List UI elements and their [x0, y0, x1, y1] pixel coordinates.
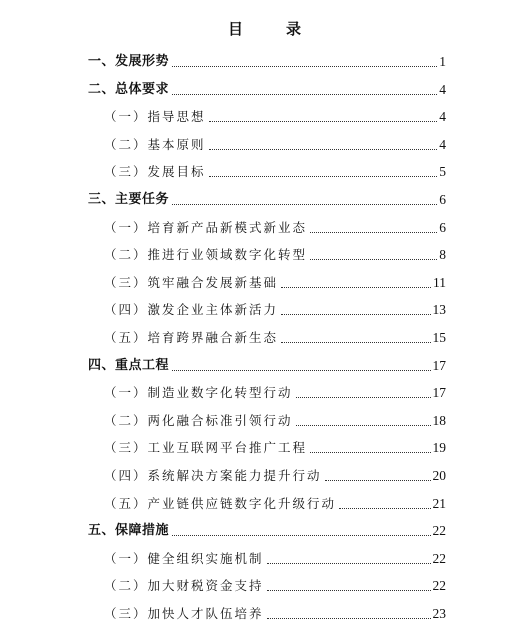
toc-entry-label: （三）发展目标	[104, 164, 206, 180]
toc-dot-leader	[325, 480, 431, 481]
toc-dot-leader	[172, 370, 430, 371]
toc-entry-label: 一、发展形势	[88, 54, 170, 69]
toc-section-entry[interactable]	[104, 464, 446, 484]
toc-page-number: 17	[432, 385, 446, 401]
toc-dot-leader	[281, 314, 430, 315]
toc-dot-leader	[209, 149, 438, 150]
toc-title: 目 录	[227, 20, 315, 38]
toc-section-entry[interactable]	[104, 105, 446, 125]
toc-entry-label: （一）指导思想	[104, 109, 206, 125]
toc-dot-leader	[310, 259, 437, 260]
toc-section-entry[interactable]	[104, 243, 446, 263]
toc-entry-label: 三、主要任务	[88, 192, 170, 207]
toc-entry-label: （二）加大财税资金支持	[104, 578, 264, 594]
toc-dot-leader	[209, 121, 438, 122]
toc-page-number: 13	[432, 302, 446, 318]
toc-entry-label: （四）系统解决方案能力提升行动	[104, 468, 322, 483]
toc-chapter-entry[interactable]	[88, 78, 446, 98]
toc-dot-leader	[296, 397, 431, 398]
toc-entry-label: （五）产业链供应链数字化升级行动	[104, 495, 337, 511]
toc-page-number: 6	[439, 192, 446, 207]
toc-page-number: 22	[432, 523, 446, 539]
toc-entry-label: 二、总体要求	[88, 81, 170, 97]
toc-chapter-entry[interactable]	[88, 188, 446, 208]
toc-page-number: 22	[432, 578, 446, 594]
toc-page-number: 15	[432, 330, 446, 345]
toc-page-number: 6	[439, 219, 446, 235]
toc-chapter-entry[interactable]	[88, 519, 446, 539]
toc-chapter-entry[interactable]	[88, 354, 446, 374]
toc-page-number: 5	[439, 164, 446, 180]
toc-entry-label: （二）推进行业领域数字化转型	[104, 247, 308, 263]
toc-page-number: 17	[432, 357, 446, 373]
toc-page-number: 22	[432, 550, 446, 566]
toc-dot-leader	[172, 204, 437, 205]
toc-entry-label: （四）激发企业主体新活力	[104, 302, 279, 318]
toc-section-entry[interactable]	[104, 436, 446, 456]
toc-dot-leader	[310, 452, 430, 453]
toc-entry-label: （五）培育跨界融合新生态	[104, 330, 279, 345]
toc-page-number: 4	[439, 136, 446, 152]
toc-section-entry[interactable]	[104, 133, 446, 153]
toc-entry-label: （三）筑牢融合发展新基础	[104, 274, 279, 290]
toc-entry-label: （三）加快人才队伍培养	[104, 606, 264, 621]
toc-dot-leader	[296, 425, 431, 426]
toc-dot-leader	[339, 508, 430, 509]
toc-dot-leader	[267, 618, 431, 619]
toc-section-entry[interactable]	[104, 547, 446, 567]
toc-section-entry[interactable]	[104, 381, 446, 401]
toc-dot-leader	[172, 66, 437, 67]
toc-section-entry[interactable]	[104, 216, 446, 236]
toc-section-entry[interactable]	[104, 160, 446, 180]
toc-entry-label: （三）工业互联网平台推广工程	[104, 440, 308, 456]
toc-dot-leader	[281, 342, 430, 343]
toc-page-number: 18	[432, 412, 446, 428]
toc-dot-leader	[267, 590, 431, 591]
toc-section-entry[interactable]	[104, 298, 446, 318]
toc-entry-label: （二）两化融合标准引领行动	[104, 412, 293, 428]
toc-dot-leader	[267, 563, 431, 564]
toc-entry-label: （一）制造业数字化转型行动	[104, 385, 293, 401]
toc-entry-label: （一）健全组织实施机制	[104, 550, 264, 566]
toc-section-entry[interactable]	[104, 271, 446, 291]
toc-page-number: 4	[439, 81, 446, 97]
toc-page-number: 21	[432, 495, 446, 511]
toc-chapter-entry[interactable]	[88, 50, 446, 70]
toc-page-number: 11	[433, 274, 446, 290]
toc-entry-label: （一）培育新产品新模式新业态	[104, 219, 308, 235]
toc-section-entry[interactable]	[104, 602, 446, 622]
toc-dot-leader	[310, 232, 437, 233]
toc-dot-leader	[172, 94, 437, 95]
toc-page-number: 4	[439, 109, 446, 125]
toc-page-number: 8	[439, 247, 446, 263]
toc-page-number: 19	[432, 440, 446, 456]
toc-section-entry[interactable]	[104, 574, 446, 594]
toc-page-number: 1	[439, 54, 446, 69]
toc-page-number: 20	[432, 468, 446, 483]
toc-section-entry[interactable]	[104, 492, 446, 512]
toc-entry-label: （二）基本原则	[104, 136, 206, 152]
toc-page-number: 23	[432, 606, 446, 621]
toc-entry-label: 五、保障措施	[88, 523, 170, 539]
toc-section-entry[interactable]	[104, 326, 446, 346]
toc-dot-leader	[172, 535, 430, 536]
toc-entry-label: 四、重点工程	[88, 357, 170, 373]
toc-dot-leader	[209, 176, 438, 177]
toc-dot-leader	[281, 287, 431, 288]
toc-section-entry[interactable]	[104, 409, 446, 429]
